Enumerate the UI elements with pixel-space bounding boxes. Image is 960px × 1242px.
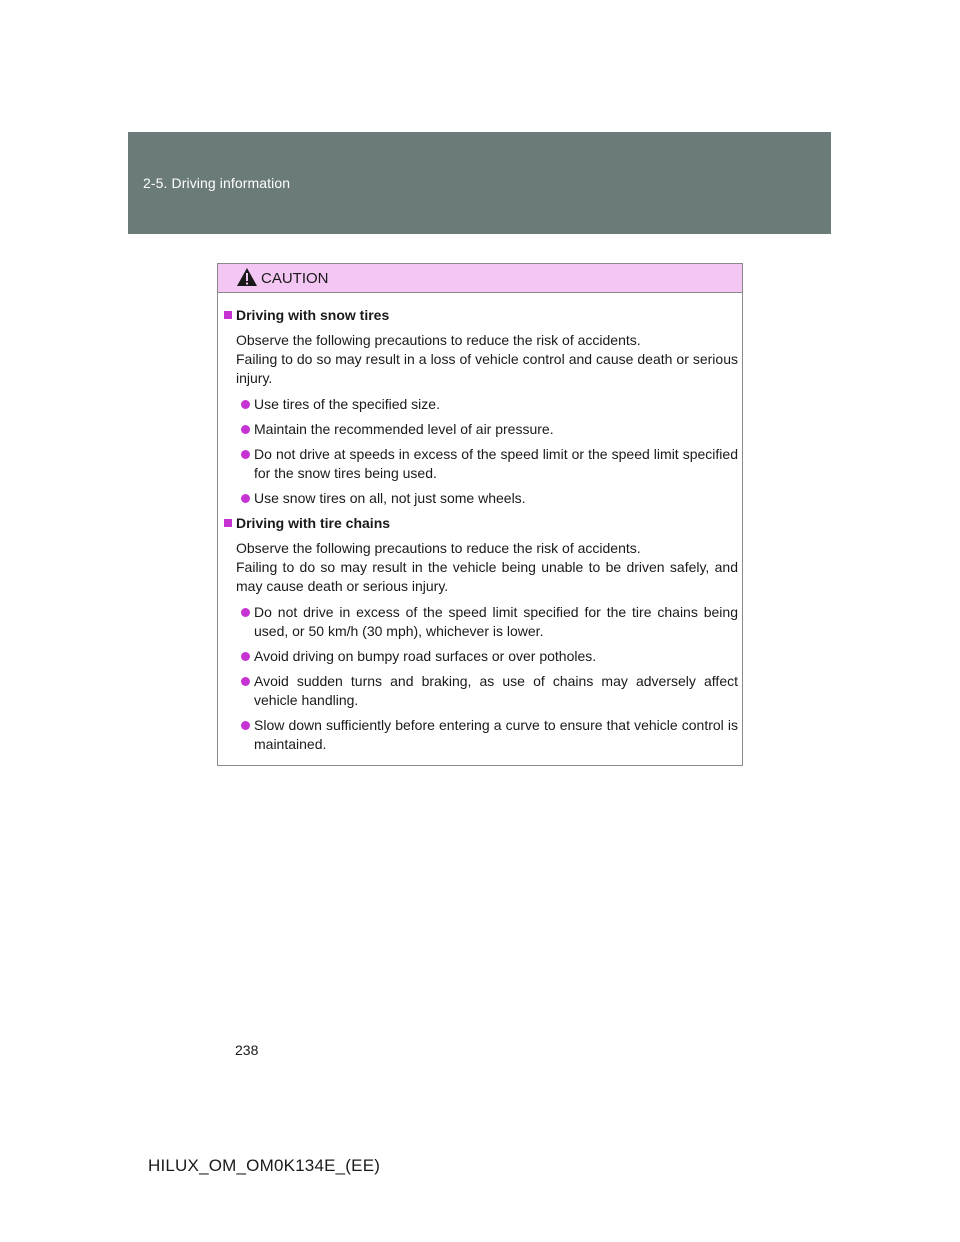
bullet-dot-icon xyxy=(241,608,250,617)
bullet-dot-icon xyxy=(241,652,250,661)
document-code: HILUX_OM_OM0K134E_(EE) xyxy=(148,1156,381,1175)
caution-label: CAUTION xyxy=(261,270,329,287)
warning-triangle-icon xyxy=(236,267,258,287)
list-item: Do not drive in excess of the speed limit specified for the tire chains being used, or 50 km/h (30 mph), whichever is lower. xyxy=(224,603,738,641)
square-bullet-icon xyxy=(224,519,232,527)
bullet-dot-icon xyxy=(241,721,250,730)
list-item: Maintain the recommended level of air pressure. xyxy=(224,420,738,439)
bullet-dot-icon xyxy=(241,494,250,503)
page-number: 238 xyxy=(235,1042,259,1058)
section-heading-tire-chains: Driving with tire chains xyxy=(224,514,738,533)
list-item: Avoid driving on bumpy road surfaces or over potholes. xyxy=(224,647,738,666)
section-title: 2-5. Driving information xyxy=(143,175,291,191)
list-item: Slow down sufficiently before entering a curve to ensure that vehicle control is maintained. xyxy=(224,716,738,754)
bullet-dot-icon xyxy=(241,450,250,459)
section-intro: Observe the following precautions to reduce the risk of accidents. Failing to do so may result in the vehicle being unable to be driven safely, and may cause death or serious injury. xyxy=(236,540,738,594)
list-item: Use tires of the specified size. xyxy=(224,395,738,414)
square-bullet-icon xyxy=(224,311,232,319)
caution-box xyxy=(217,263,743,766)
list-item: Use snow tires on all, not just some wheels. xyxy=(224,489,738,508)
section-heading-snow-tires: Driving with snow tires xyxy=(224,306,738,325)
bullet-dot-icon xyxy=(241,425,250,434)
bullet-dot-icon xyxy=(241,677,250,686)
caution-body xyxy=(218,293,742,754)
section-intro: Observe the following precautions to reduce the risk of accidents. Failing to do so may result in a loss of vehicle control and cause death or serious injury. xyxy=(236,332,738,386)
caution-header xyxy=(218,264,742,293)
list-item: Do not drive at speeds in excess of the speed limit or the speed limit specified for the snow tires being used. xyxy=(224,445,738,483)
bullet-dot-icon xyxy=(241,400,250,409)
list-item: Avoid sudden turns and braking, as use of chains may adversely affect vehicle handling. xyxy=(224,672,738,710)
